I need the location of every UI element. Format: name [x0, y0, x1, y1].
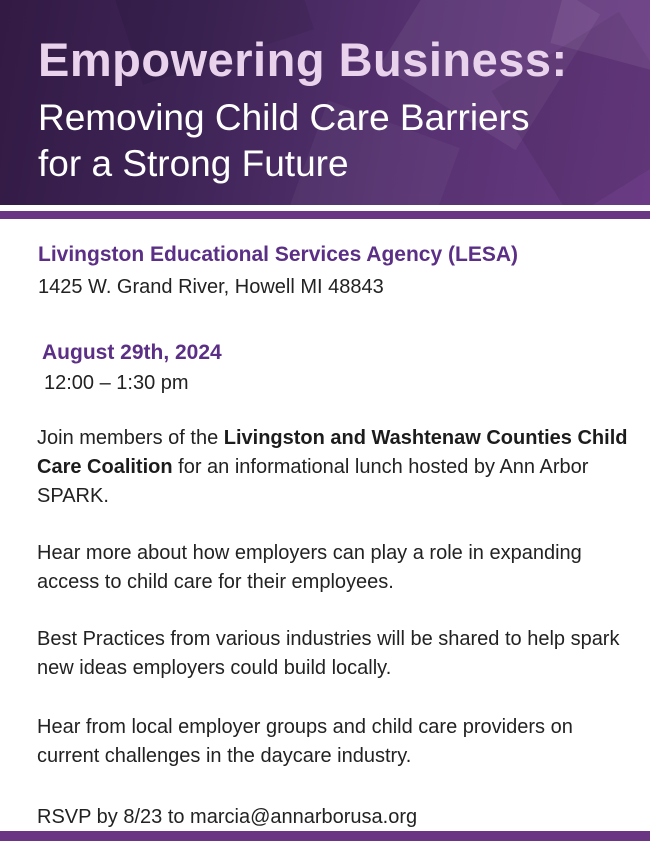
page-subtitle-line-1: Removing Child Care Barriers — [38, 97, 530, 138]
intro-suffix: for an informational lunch hosted by Ann Arbor SPARK. — [37, 456, 589, 507]
best-practices-paragraph: Best Practices from various industries will be shared to help spark new ideas employers could build locally. — [37, 628, 620, 679]
coalition-name: Livingston and Washtenaw Counties Child Care Coalition — [37, 427, 628, 478]
footer-bar — [0, 831, 650, 841]
divider-purple — [0, 211, 650, 219]
intro-prefix: Join members of the — [37, 427, 224, 449]
event-time: 12:00 – 1:30 pm — [44, 372, 189, 394]
venue-address: 1425 W. Grand River, Howell MI 48843 — [38, 276, 384, 298]
rsvp-line: RSVP by 8/23 to marcia@annarborusa.org — [37, 806, 418, 828]
page-subtitle-line-2: for a Strong Future — [38, 143, 349, 184]
page-title: Empowering Business: — [38, 33, 568, 86]
intro-paragraph — [37, 424, 637, 511]
employer-role-paragraph: Hear more about how employers can play a role in expanding access to child care for their employees. — [37, 542, 582, 593]
venue-name: Livingston Educational Services Agency (LESA) — [38, 243, 518, 266]
event-date: August 29th, 2024 — [42, 341, 222, 364]
local-groups-paragraph: Hear from local employer groups and child care providers on current challenges in the daycare industry. — [37, 716, 573, 767]
header-banner — [0, 0, 650, 205]
